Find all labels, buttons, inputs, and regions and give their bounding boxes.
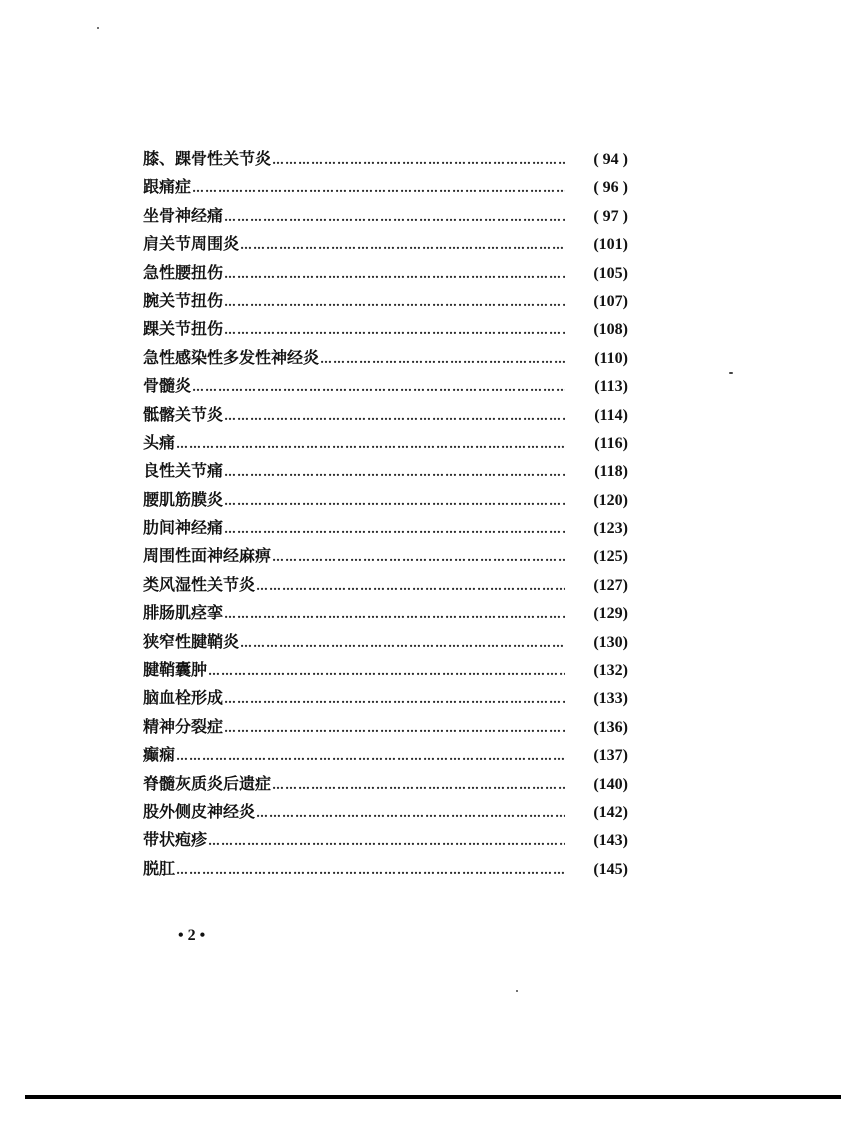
- toc-entry: [143, 344, 628, 372]
- toc-entry-page: (110): [594, 349, 628, 367]
- dot-leader: [224, 458, 565, 486]
- toc-entry-title: 脱肛: [143, 858, 176, 878]
- dot-leader: [224, 714, 565, 742]
- toc-entry: [143, 486, 628, 514]
- dot-leader: [224, 600, 565, 628]
- toc-entry: [143, 656, 628, 684]
- toc-entry-page: (130): [593, 633, 628, 651]
- dot-leader: [224, 288, 565, 316]
- toc-entry-page: (101): [593, 236, 628, 254]
- toc-entry-page: (136): [593, 718, 628, 736]
- toc-entry-title: 脑血栓形成: [143, 688, 224, 708]
- toc-entry-page: (137): [593, 747, 628, 765]
- dot-leader: [256, 572, 565, 600]
- toc-entry-title: 膝、踝骨性关节炎: [143, 149, 272, 168]
- dot-leader: [224, 402, 565, 430]
- toc-entry: [143, 287, 628, 315]
- dot-leader: [320, 345, 565, 373]
- toc-entry: [143, 514, 628, 542]
- toc-entry-title: 骶髂关节炎: [143, 404, 224, 424]
- toc-entry-title: 坐骨神经痛: [143, 205, 224, 225]
- toc-entry: [143, 230, 628, 258]
- toc-entry-page: (114): [594, 406, 628, 424]
- toc-entry: [143, 571, 628, 599]
- toc-entry-page: (145): [593, 860, 628, 878]
- dot-leader: [224, 685, 565, 713]
- toc-entry-page: ( 96 ): [593, 179, 628, 197]
- toc-entry-title: 良性关节痛: [143, 461, 224, 481]
- toc-entry: [143, 259, 628, 287]
- toc-entry-page: ( 94 ): [593, 151, 628, 168]
- toc-entry-page: (140): [593, 775, 628, 793]
- toc-entry-title: 肋间神经痛: [143, 518, 224, 538]
- toc-entry-title: 跟痛症: [143, 177, 192, 197]
- toc-entry-page: (143): [593, 832, 628, 850]
- toc-entry-page: (113): [594, 378, 628, 396]
- toc-entry-title: 急性腰扭伤: [143, 262, 224, 282]
- scan-speck: [97, 27, 99, 29]
- dot-leader: [192, 373, 565, 401]
- dot-leader: [240, 629, 565, 657]
- toc-entry-title: 脊髓灰质炎后遗症: [143, 773, 272, 793]
- toc-entry: [143, 145, 628, 173]
- dot-leader: [224, 260, 565, 288]
- toc-entry-title: 狭窄性腱鞘炎: [143, 631, 240, 651]
- dot-leader: [208, 657, 565, 685]
- toc-entry: [143, 798, 628, 826]
- toc-entry-page: (107): [593, 292, 628, 310]
- toc-entry: [143, 684, 628, 712]
- toc-entry: [143, 542, 628, 570]
- dot-leader: [272, 146, 565, 174]
- toc-entry-title: 带状疱疹: [143, 830, 208, 850]
- toc-entry-title: 踝关节扭伤: [143, 319, 224, 339]
- toc-entry: [143, 628, 628, 656]
- dot-leader: [224, 203, 565, 231]
- toc-entry-page: (120): [593, 491, 628, 509]
- toc-entry-title: 类风湿性关节炎: [143, 574, 256, 594]
- toc-entry: [143, 202, 628, 230]
- dot-leader: [176, 430, 565, 458]
- toc-entry-page: (123): [593, 520, 628, 538]
- scan-speck: [516, 990, 518, 992]
- toc-entry: [143, 855, 628, 883]
- toc-entry-page: (142): [593, 803, 628, 821]
- dot-leader: [240, 231, 565, 259]
- toc-entry-page: (132): [593, 662, 628, 680]
- bottom-rule: [25, 1095, 841, 1099]
- toc-entry-page: (133): [593, 690, 628, 708]
- toc-entry-title: 精神分裂症: [143, 716, 224, 736]
- scan-speck: [729, 372, 733, 374]
- toc-entry-title: 头痛: [143, 432, 176, 452]
- toc-entry-title: 腓肠肌痉挛: [143, 603, 224, 623]
- toc-entry-title: 骨髓炎: [143, 376, 192, 396]
- dot-leader: [176, 742, 565, 770]
- toc-entry: [143, 429, 628, 457]
- toc-entry: [143, 315, 628, 343]
- dot-leader: [256, 799, 565, 827]
- toc-entry: [143, 713, 628, 741]
- dot-leader: [208, 827, 565, 855]
- dot-leader: [224, 487, 565, 515]
- dot-leader: [224, 515, 565, 543]
- dot-leader: [272, 543, 565, 571]
- table-of-contents: [143, 145, 628, 883]
- toc-entry-title: 腰肌筋膜炎: [143, 489, 224, 509]
- toc-entry-page: (125): [593, 548, 628, 566]
- toc-entry: [143, 372, 628, 400]
- toc-entry: [143, 770, 628, 798]
- page-number: • 2 •: [178, 927, 206, 944]
- toc-entry-page: (129): [593, 605, 628, 623]
- toc-entry-title: 股外侧皮神经炎: [143, 801, 256, 821]
- dot-leader: [192, 174, 565, 202]
- toc-entry: [143, 173, 628, 201]
- dot-leader: [224, 316, 565, 344]
- toc-entry-title: 腱鞘囊肿: [143, 660, 208, 680]
- toc-entry-page: (108): [593, 321, 628, 339]
- toc-entry-page: (116): [594, 434, 628, 452]
- toc-entry-title: 周围性面神经麻痹: [143, 546, 272, 566]
- toc-entry-title: 癫痫: [143, 745, 176, 765]
- toc-entry: [143, 599, 628, 627]
- toc-entry: [143, 457, 628, 485]
- dot-leader: [176, 856, 565, 884]
- dot-leader: [272, 771, 565, 799]
- toc-entry-page: ( 97 ): [593, 207, 628, 225]
- toc-entry-page: (127): [593, 576, 628, 594]
- toc-entry-page: (105): [593, 264, 628, 282]
- toc-entry: [143, 826, 628, 854]
- toc-entry: [143, 741, 628, 769]
- toc-entry-page: (118): [594, 463, 628, 481]
- toc-entry-title: 腕关节扭伤: [143, 290, 224, 310]
- toc-entry: [143, 401, 628, 429]
- toc-entry-title: 肩关节周围炎: [143, 234, 240, 254]
- toc-entry-title: 急性感染性多发性神经炎: [143, 347, 320, 367]
